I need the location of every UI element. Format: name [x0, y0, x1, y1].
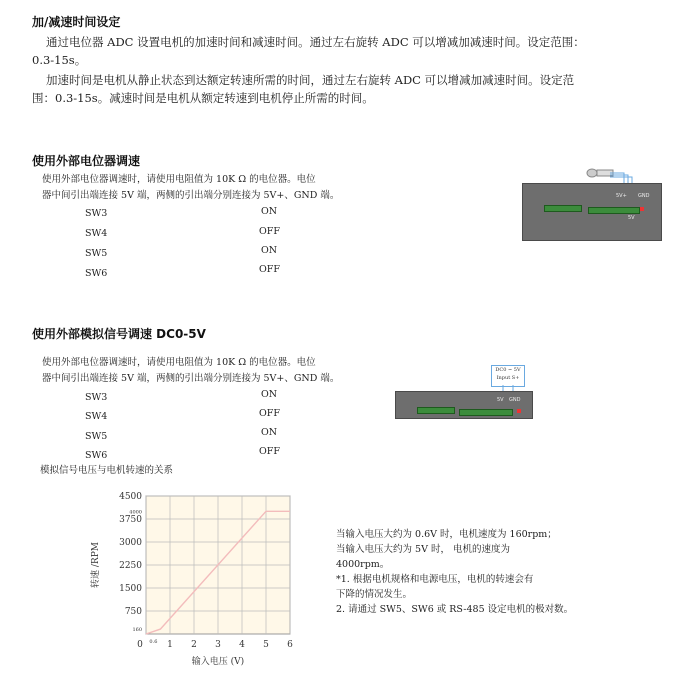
panel-label: 5V+ [616, 193, 627, 199]
section1-title: 加/减速时间设定 [32, 15, 121, 29]
x-tick-label: 2 [191, 640, 197, 650]
terminal-block [588, 207, 640, 214]
section1-para2-line2: 围：0.3-15s。减速时间是电机从额定转速到电机停止所需的时间。 [32, 91, 374, 105]
switch-name: SW5 [85, 431, 108, 442]
signal-box-line1: DC0 ~ 5V [495, 367, 521, 373]
section2-desc-line2: 器中间引出端连接 5V 端，两侧的引出端分别连接为 5V+、GND 端。 [42, 190, 340, 201]
x-tick-label: 1 [167, 640, 173, 650]
switch-state: OFF [259, 264, 280, 275]
x-tick-label: 5 [263, 640, 269, 650]
switch-state: ON [261, 245, 278, 256]
x-tick-label: 6 [287, 640, 293, 650]
y-axis-label: 转速 /RPM [91, 542, 101, 588]
section3-desc-line1: 使用外部电位器调速时，请使用电阻值为 10K Ω 的电位器。电位 [42, 357, 316, 368]
section3-desc-line2: 器中间引出端连接 5V 端，两侧的引出端分别连接为 5V+、GND 端。 [42, 373, 340, 384]
switch-state: ON [261, 389, 278, 400]
y-axis [119, 492, 142, 633]
switch-state: OFF [259, 408, 280, 419]
section3-title: 使用外部模拟信号调速 DC0-5V [32, 327, 206, 341]
terminal-block [417, 407, 455, 414]
switch-state: ON [261, 206, 278, 217]
switch-name: SW4 [85, 411, 108, 422]
x-axis [137, 639, 293, 650]
y-tick-label: 3750 [119, 515, 142, 525]
panel-label: 5V [628, 215, 635, 221]
terminal-block [459, 409, 513, 416]
section1-para1-line2: 0.3-15s。 [32, 53, 87, 67]
chart-caption: 模拟信号电压与电机转速的关系 [40, 465, 174, 476]
note-line: 下降的情况发生。 [336, 589, 413, 600]
y-tick-label: 1500 [119, 584, 142, 594]
potentiometer-wiring-diagram [520, 165, 662, 241]
note-line: *1. 根据电机规格和电源电压，电机的转速会有 [336, 574, 534, 585]
note-line: 当输入电压大约为 5V 时， 电机的速度为 [336, 544, 510, 555]
switch-name: SW3 [85, 392, 108, 403]
switch-name: SW3 [85, 208, 108, 219]
panel-label: GND [509, 397, 521, 403]
y-tick-label: 4500 [119, 492, 142, 502]
switch-state: OFF [259, 446, 280, 457]
note-line: 2. 请通过 SW5、SW6 或 RS-485 设定电机的极对数。 [336, 604, 574, 615]
analog-signal-wiring-diagram [393, 363, 533, 419]
section2-desc-line1: 使用外部电位器调速时，请使用电阻值为 10K Ω 的电位器。电位 [42, 174, 316, 185]
section1-para2-line1: 加速时间是电机从静止状态到达额定转速所需的时间，通过左右旋转 ADC 可以增减加减速时间。设定范 [46, 73, 575, 87]
terminal-block [544, 205, 582, 212]
x-tick-label: 0 [137, 640, 143, 650]
switch-name: SW4 [85, 228, 108, 239]
section1-para1-line1: 通过电位器 ADC 设置电机的加速时间和减速时间。通过左右旋转 ADC 可以增减加减速时间。设定范围： [46, 35, 585, 49]
switch-name: SW6 [85, 268, 108, 279]
switch-state: OFF [259, 226, 280, 237]
x-tick-label: 4 [239, 640, 245, 650]
signal-box-line2: Input S+ [496, 375, 520, 381]
x-axis-label: 输入电压 (V) [191, 657, 245, 667]
panel-label: GND [638, 193, 650, 199]
section2-title: 使用外部电位器调速 [32, 154, 141, 168]
voltage-speed-chart [80, 488, 316, 667]
y-tick-label: 160 [132, 627, 142, 634]
y-tick-label: 3000 [119, 538, 142, 548]
x-tick-label: 0.6 [149, 639, 158, 645]
status-led-icon [640, 207, 644, 211]
y-tick-label: 4000 [129, 509, 142, 516]
switch-name: SW6 [85, 450, 108, 461]
note-line: 当输入电压大约为 0.6V 时，电机速度为 160rpm； [336, 529, 557, 540]
switch-state: ON [261, 427, 278, 438]
note-line: 4000rpm。 [336, 559, 390, 570]
y-tick-label: 750 [124, 607, 142, 617]
switch-name: SW5 [85, 248, 108, 259]
status-led-icon [517, 409, 521, 413]
x-tick-label: 3 [215, 640, 221, 650]
y-tick-label: 2250 [119, 561, 142, 571]
panel-label: 5V [497, 397, 504, 403]
